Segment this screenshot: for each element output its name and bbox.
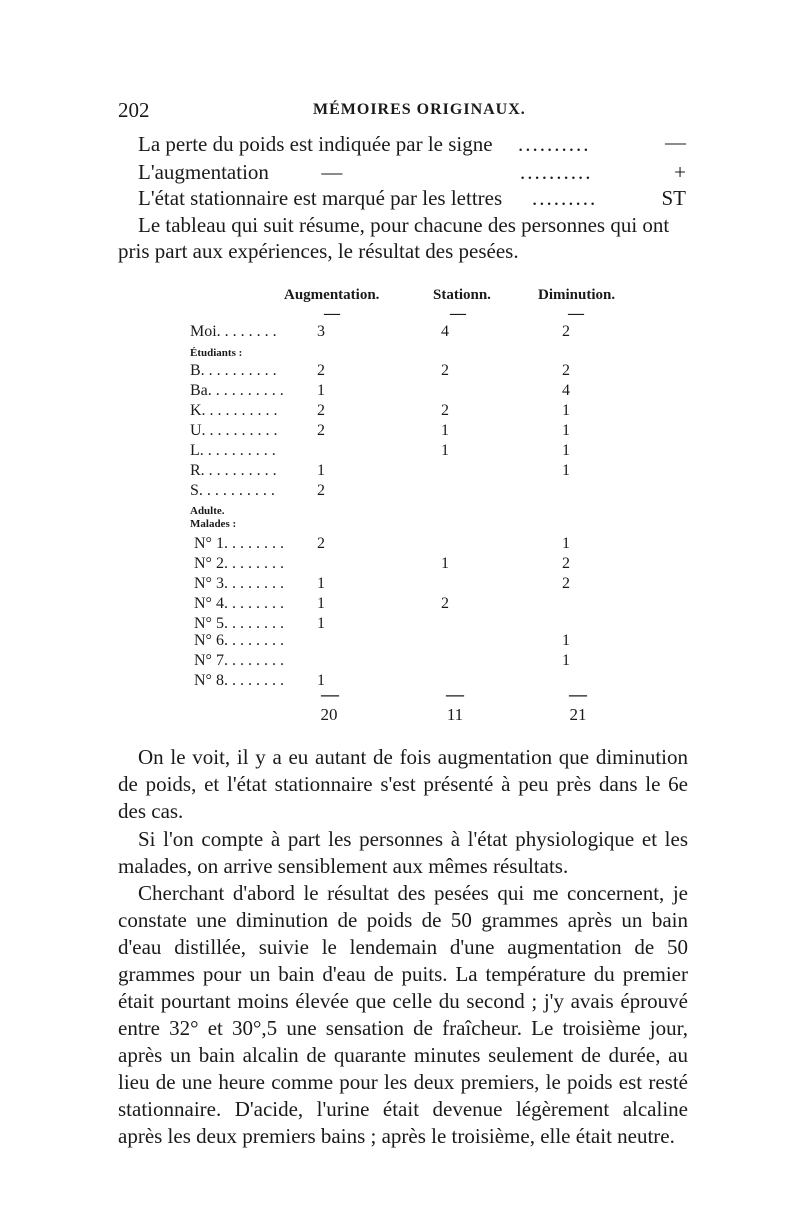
table-row-label: N° 2. . . . . . . . — [194, 555, 284, 572]
table-cell-aug: 1 — [317, 595, 325, 612]
table-cell-dim: 1 — [562, 462, 570, 479]
table-row-label: N° 4. . . . . . . . — [194, 595, 284, 612]
table-row-label: N° 5. . . . . . . . — [194, 615, 284, 632]
paragraph-text: Si l'on compte à part les personnes à l'état physiologique et les malades, on arrive sensiblement aux mêmes résultats. — [118, 827, 688, 878]
table-cell-aug: 2 — [317, 482, 325, 499]
table-cell-stat: 2 — [441, 595, 449, 612]
column-dash: — — [568, 305, 584, 322]
table-cell-dim: 1 — [562, 402, 570, 419]
table-cell-aug: 1 — [317, 615, 325, 632]
legend-dots: .......... — [518, 132, 591, 156]
table-cell-dim: 2 — [562, 555, 570, 572]
table-cell-aug: 2 — [317, 402, 325, 419]
table-cell-dim: 4 — [562, 382, 570, 399]
paragraph-text: On le voit, il y a eu autant de fois augmentation que diminution de poids, et l'état stationnaire s'est présenté à peu près dans le 6e des cas. — [118, 745, 688, 823]
table-row-label: S. . . . . . . . . . — [190, 482, 275, 499]
table-row-label: Malades : — [190, 518, 237, 530]
table-cell-dim: 1 — [562, 442, 570, 459]
table-row-label: N° 3. . . . . . . . — [194, 575, 284, 592]
total-diminution: 21 — [569, 705, 587, 724]
column-header-augmentation: Augmentation. — [284, 287, 380, 303]
paragraph — [118, 880, 688, 1150]
legend-label: L'état stationnaire est marqué par les lettres — [138, 186, 503, 210]
column-header-stationnaire: Stationn. — [433, 287, 491, 303]
legend-sign: ST — [661, 186, 686, 210]
table-cell-stat: 1 — [441, 555, 449, 572]
table-cell-stat: 2 — [441, 402, 449, 419]
total-stationnaire: 11 — [446, 705, 464, 724]
table-cell-stat: 1 — [441, 422, 449, 439]
column-dash: — — [450, 305, 466, 322]
table-cell-aug: 1 — [317, 672, 325, 689]
table-row-label: U. . . . . . . . . . — [190, 422, 278, 439]
total-augmentation: 20 — [320, 705, 338, 724]
legend-label: L'augmentation — — [138, 160, 343, 184]
intro-line-2: pris part aux expériences, le résultat des pesées. — [118, 239, 519, 263]
page-header — [118, 98, 688, 126]
table-cell-dim: 2 — [562, 575, 570, 592]
table-row-label: N° 7. . . . . . . . — [194, 652, 284, 669]
table-row-label: N° 8. . . . . . . . — [194, 672, 284, 689]
paragraph — [118, 826, 688, 880]
column-header-diminution: Diminution. — [538, 287, 616, 303]
table-row-label: N° 1. . . . . . . . — [194, 535, 284, 552]
table-cell-stat: 4 — [441, 323, 449, 340]
table-cell-dim: 1 — [562, 632, 570, 649]
table-row-label: Étudiants : — [190, 347, 243, 359]
table-cell-dim: 2 — [562, 323, 570, 340]
table-cell-stat: 1 — [441, 442, 449, 459]
table-row-label: R. . . . . . . . . . — [190, 462, 277, 479]
table-row-label: Ba. . . . . . . . . . — [190, 382, 284, 399]
table-cell-aug: 1 — [317, 462, 325, 479]
total-dash: — — [569, 684, 587, 704]
legend-dots: ......... — [532, 186, 598, 210]
column-dash: — — [324, 305, 340, 322]
total-dash: — — [321, 684, 339, 704]
legend-sign: + — [674, 160, 686, 184]
table-row-label: B. . . . . . . . . . — [190, 362, 277, 379]
paragraph — [118, 744, 688, 825]
table-row-label: Adulte. — [190, 505, 225, 517]
table-cell-dim: 1 — [562, 652, 570, 669]
table-cell-aug: 2 — [317, 422, 325, 439]
table-row-label: N° 6. . . . . . . . — [194, 632, 284, 649]
intro-line-1: Le tableau qui suit résume, pour chacune des personnes qui ont — [138, 213, 670, 237]
running-title: MÉMOIRES ORIGINAUX. — [313, 101, 526, 118]
table-row-label: Moi. . . . . . . . — [190, 323, 277, 340]
legend-dots: .......... — [520, 160, 593, 184]
legend-sign: — — [665, 130, 686, 154]
table-cell-dim: 1 — [562, 535, 570, 552]
paragraph-text: Cherchant d'abord le résultat des pesées qui me concernent, je constate une diminution de poids de 50 grammes après un bain d'eau distillée, suivie le lendemain d'une augmentation de 50 grammes pour un bain d'eau de puits. La température du premier était pourtant moins élevée que celle du second ; j'y avais éprouvé entre 32° et 30°,5 une sensation de fraîcheur. Le troisième jour, après un bain alcalin de quarante minutes seulement de durée, au lieu de une heure comme pour les deux premiers, le poids est resté stationnaire. D'acide, l'urine était devenue légèrement alcaline après les deux premiers bains ; après le troisième, elle était neutre. — [118, 881, 688, 1148]
legend-label: La perte du poids est indiquée par le signe — [138, 132, 493, 156]
table-cell-aug: 1 — [317, 382, 325, 399]
table-cell-aug: 1 — [317, 575, 325, 592]
total-dash: — — [446, 684, 464, 704]
table-cell-aug: 2 — [317, 362, 325, 379]
table-cell-dim: 2 — [562, 362, 570, 379]
table-row-label: L. . . . . . . . . . — [190, 442, 276, 459]
table-cell-aug: 3 — [317, 323, 325, 340]
page-number: 202 — [118, 98, 150, 122]
table-cell-stat: 2 — [441, 362, 449, 379]
table-cell-aug: 2 — [317, 535, 325, 552]
table-cell-dim: 1 — [562, 422, 570, 439]
table-row-label: K. . . . . . . . . . — [190, 402, 278, 419]
